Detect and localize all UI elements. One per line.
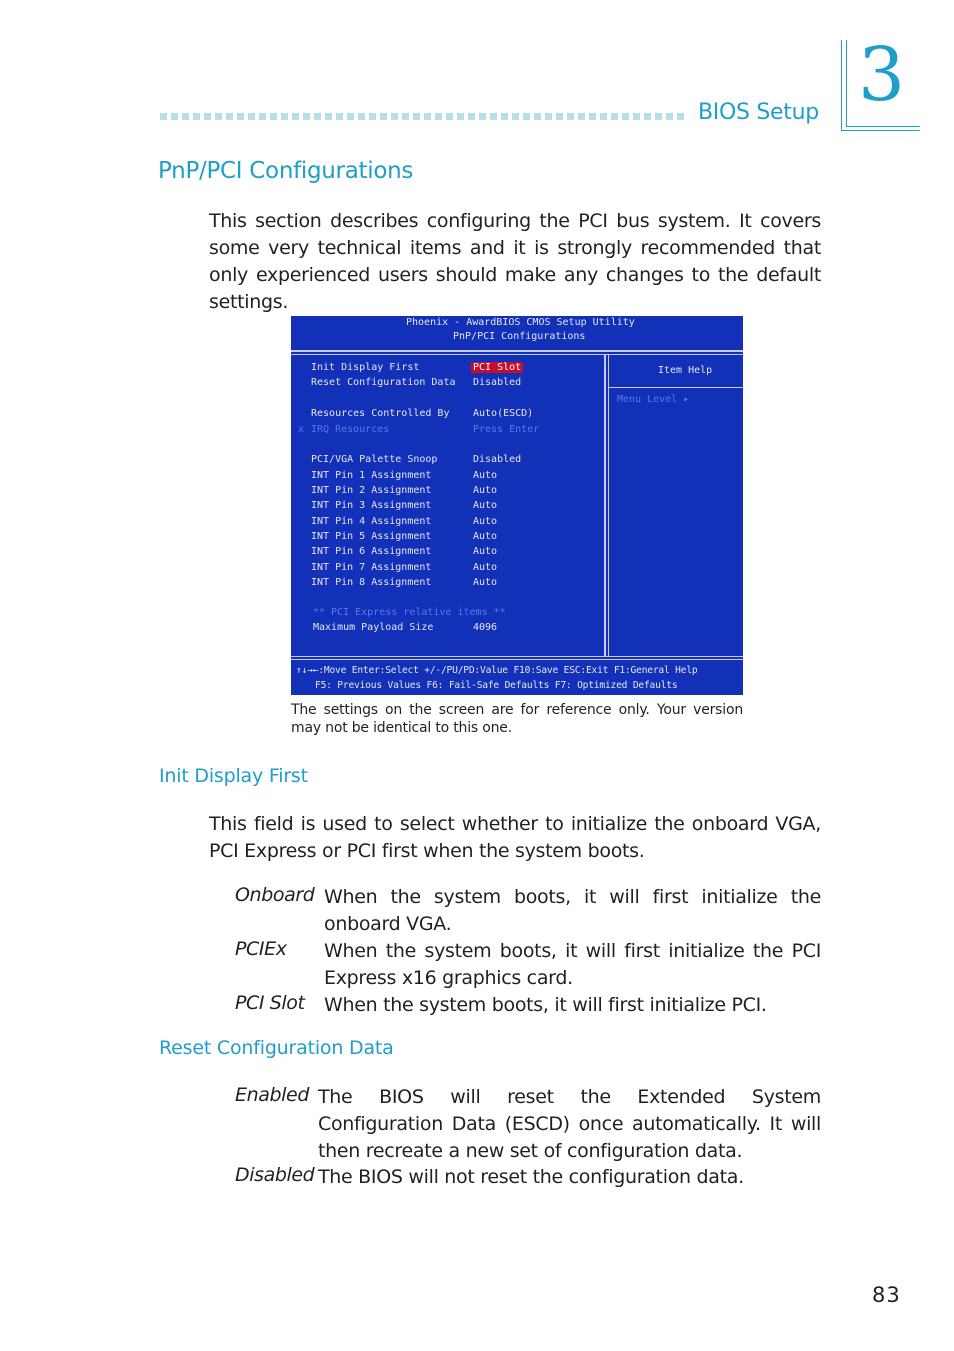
bios-bottom-rule-2 — [291, 659, 743, 660]
header-dot — [567, 113, 574, 120]
header-dot — [204, 113, 211, 120]
header-dot — [479, 113, 486, 120]
chapter-title: BIOS Setup — [698, 100, 819, 125]
bios-row-value: Auto — [473, 531, 498, 542]
bios-divider — [604, 354, 606, 656]
bios-footer-2: F5: Previous Values F6: Fail-Safe Defaults F7: Optimized Defaults — [315, 680, 678, 691]
bios-row-label: IRQ Resources — [311, 424, 390, 435]
header-dot — [666, 113, 673, 120]
bios-row-label: Reset Configuration Data — [311, 377, 456, 388]
page-number: 83 — [872, 1283, 901, 1307]
header-dot — [292, 113, 299, 120]
bios-row-value: Auto — [473, 562, 498, 573]
header-dot — [270, 113, 277, 120]
bios-title-1: Phoenix - AwardBIOS CMOS Setup Utility — [406, 317, 635, 328]
header-dot — [677, 113, 684, 120]
header-dot — [160, 113, 167, 120]
bios-row-value: 4096 — [473, 622, 498, 633]
bios-row-value: Auto — [473, 470, 498, 481]
bios-screenshot — [291, 316, 743, 695]
header-dot — [545, 113, 552, 120]
section-title: PnP/PCI Configurations — [158, 158, 414, 184]
bios-row-value: Auto — [473, 516, 498, 527]
header-dot — [512, 113, 519, 120]
header-dot — [655, 113, 662, 120]
header-dot — [237, 113, 244, 120]
screenshot-caption: The settings on the screen are for reference only. Your version may not be identical to this one. — [291, 702, 743, 736]
bios-bottom-rule — [291, 656, 743, 657]
bios-row-value: Disabled — [473, 454, 522, 465]
header-dot — [556, 113, 563, 120]
header-dot — [468, 113, 475, 120]
init-display-title: Init Display First — [159, 765, 308, 787]
bios-row-value — [471, 362, 523, 374]
bios-row-value: Auto — [473, 577, 498, 588]
header-dot — [534, 113, 541, 120]
bios-title-2: PnP/PCI Configurations — [453, 331, 586, 342]
header-dot — [402, 113, 409, 120]
header-dot — [369, 113, 376, 120]
bios-row-label: Maximum Payload Size — [313, 622, 434, 633]
option-desc: The BIOS will reset the Extended System Configuration Data (ESCD) once automatically. It will then recreate a new set of configuration data. — [318, 1086, 821, 1162]
option-term: PCI Slot — [235, 992, 305, 1014]
option-desc: When the system boots, it will first initialize the PCI Express x16 graphics card. — [324, 940, 821, 989]
header-dot — [380, 113, 387, 120]
header-dot — [303, 113, 310, 120]
bios-row-label: INT Pin 5 Assignment — [311, 531, 432, 542]
bios-top-rule-2 — [291, 354, 743, 355]
bios-row-label: INT Pin 2 Assignment — [311, 485, 432, 496]
option-term: Disabled — [235, 1164, 315, 1186]
header-dot — [248, 113, 255, 120]
header-dot — [314, 113, 321, 120]
header-dot — [281, 113, 288, 120]
bios-row-label: INT Pin 3 Assignment — [311, 500, 432, 511]
option-desc: When the system boots, it will first initialize PCI. — [324, 994, 767, 1016]
header-dot — [589, 113, 596, 120]
bios-divider-2 — [608, 354, 609, 656]
header-dot — [226, 113, 233, 120]
option-term: Onboard — [235, 884, 315, 906]
bios-row-label: INT Pin 1 Assignment — [311, 470, 432, 481]
header-dot — [171, 113, 178, 120]
section-intro: This section describes configuring the PCI bus system. It covers some very technical items and it is strongly recommended that only experienced users should make any changes to the default settings. — [209, 210, 821, 313]
bios-row-label: INT Pin 7 Assignment — [311, 562, 432, 573]
header-dot — [358, 113, 365, 120]
bios-row-value: Disabled — [473, 377, 522, 388]
header-dot — [413, 113, 420, 120]
bios-selected-value: PCI Slot — [473, 362, 522, 373]
bios-group-heading: ** PCI Express relative items ** — [313, 607, 506, 618]
bios-row-label: Init Display First — [311, 362, 420, 373]
header-dot — [182, 113, 189, 120]
option-term: PCIEx — [235, 938, 287, 960]
header-dot — [622, 113, 629, 120]
header-dot — [633, 113, 640, 120]
option-desc: The BIOS will not reset the configuration data. — [318, 1166, 744, 1188]
bios-row-label: PCI/VGA Palette Snoop — [311, 454, 438, 465]
chapter-number: 3 — [858, 32, 906, 118]
header-dot-rule — [160, 113, 690, 121]
header-dot — [600, 113, 607, 120]
header-dot — [523, 113, 530, 120]
bios-row-label: INT Pin 4 Assignment — [311, 516, 432, 527]
bios-row-prefix: x — [298, 424, 305, 435]
header-dot — [336, 113, 343, 120]
header-dot — [457, 113, 464, 120]
bios-row-value: Auto — [473, 485, 498, 496]
header-dot — [347, 113, 354, 120]
header-dot — [501, 113, 508, 120]
bios-row-value: Auto — [473, 500, 498, 511]
bios-help-rule — [609, 387, 743, 388]
header-dot — [391, 113, 398, 120]
bios-row-value: Auto(ESCD) — [473, 408, 534, 419]
option-desc: When the system boots, it will first initialize the onboard VGA. — [324, 886, 821, 935]
bios-row-value: Press Enter — [473, 424, 540, 435]
bios-menu-level: Menu Level ▸ — [617, 394, 690, 405]
bios-top-rule — [291, 350, 743, 352]
option-term: Enabled — [235, 1084, 309, 1106]
header-dot — [490, 113, 497, 120]
bios-row-value: Auto — [473, 546, 498, 557]
bios-row-label: INT Pin 6 Assignment — [311, 546, 432, 557]
reset-config-title: Reset Configuration Data — [159, 1037, 394, 1059]
header-dot — [215, 113, 222, 120]
header-dot — [644, 113, 651, 120]
header-dot — [424, 113, 431, 120]
header-dot — [446, 113, 453, 120]
header-dot — [611, 113, 618, 120]
header-dot — [578, 113, 585, 120]
bios-item-help: Item Help — [658, 365, 713, 376]
bios-row-label: Resources Controlled By — [311, 408, 450, 419]
init-display-body: This field is used to select whether to initialize the onboard VGA, PCI Express or PCI first when the system boots. — [209, 813, 821, 862]
header-dot — [193, 113, 200, 120]
bios-footer-1: ↑↓→←:Move Enter:Select +/-/PU/PD:Value F10:Save ESC:Exit F1:General Help — [296, 665, 698, 676]
header-dot — [435, 113, 442, 120]
header-dot — [259, 113, 266, 120]
bios-row-label: INT Pin 8 Assignment — [311, 577, 432, 588]
header-dot — [325, 113, 332, 120]
